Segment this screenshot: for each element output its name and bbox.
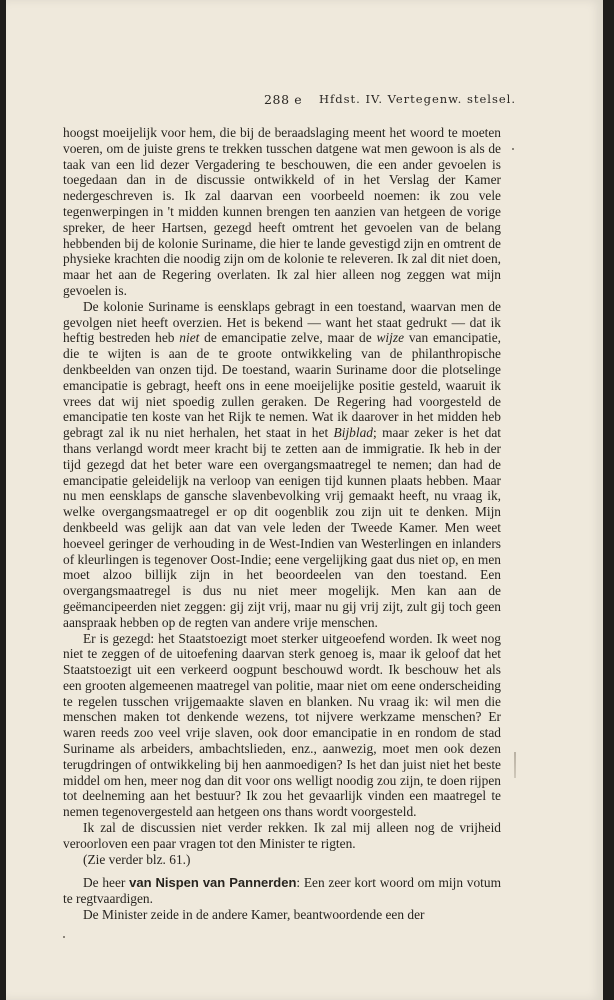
- paragraph-speaker: De heer van Nispen van Pannerden: Een zeer kort woord om mijn votum te regtvaardigen.: [63, 875, 501, 907]
- body-text: [63, 125, 501, 923]
- cross-reference: (Zie verder blz. 61.): [83, 851, 191, 867]
- paragraph-4: Ik zal de discussien niet verder rekken. Ik zal mij alleen nog de vrijheid veroorloven een paar vragen tot den Minister te rigten.: [63, 820, 501, 851]
- running-title: Hfdst. IV. Vertegenw. stelsel.: [319, 92, 517, 106]
- emphasis-bijblad: Bijblad: [333, 425, 373, 441]
- paper-speck: [63, 936, 65, 938]
- paragraph-2: De kolonie Suriname is eensklaps gebragt in een toestand, waarvan men de gevolgen niet heeft overzien. Het is bekend — want het staat gedrukt — dat ik heftig bestreden heb niet de emancipatie zelve, maar de wijze van emancipatie, die te wijten is aan de te groote ontwikkeling van de philanthropische denkbeelden van onzen tijd. De toestand, waarin Suriname door die plotselinge emancipatie is gebragt, heeft ons in eene moeijelijke positie gesteld, waaruit ik vrees dat wij niet spoedig zullen geraken. De Regering had voorgesteld de emancipatie ten koste van het Rijk te nemen. Wat ik daarover in het midden heb gebragt zal ik nu niet herhalen, het staat in het Bijblad; maar zeker is het dat thans verlangd wordt meer kracht bij te zetten aan de immigratie. Ik heb in der tijd gezegd dat het beter ware een overgangsmaatregel te nemen; dan had de emancipatie geleidelijk na verloop van eenigen tijd kunnen plaats hebben. Maar nu men eensklaps de gansche slavenbevolking vrij gemaakt heeft, nu vraag ik, welke overgangsmaatregel er op dit oogenblik zou zijn uit te denken. Mijn denkbeeld was gelijk aan dat van vele leden der Tweede Kamer. Men weet hoeveel geringer de verhouding in de West-Indien van Westerlingen en inlanders of kleurlingen is tegenover Oost-Indie; eene vergelijking gaat dus niet op, en men moet alzoo billijk zijn in het beoordeelen van den toestand. Een overgangsmaatregel is dus nu niet meer mogelijk. Men kan aan de geëmancipeerden niet zeggen: gij zijt vrij, maar nu gij vrij zijt, zult gij toch geen aanspraak hebben op de regten van andere vrije menschen.: [63, 298, 501, 630]
- speaker-name: van Nispen van Pannerden: [129, 875, 297, 891]
- paragraph-1: hoogst moeijelijk voor hem, die bij de beraadslaging meent het woord te moeten voeren, om de juiste grens te trekken tusschen datgene wat men gewoon is als de taak van een lid dezer Vergadering te beschouwen, die een ander gevoelen is toegedaan dan in de discussie ontwikkeld of in het Verslag der Kamer nedergeschreven is. Ik zal daarvan een voorbeeld noemen: ik zou vele tegenwerpingen in 't midden kunnen brengen ten aanzien van hetgeen de vorige spreker, de heer Hartsen, gezegd heeft omtrent het gevoelen van de belang hebbenden bij de kolonie Suriname, die hier te lande gevestigd zijn en omtrent de physieke krachten die noodig zijn om de kolonie te releveren. Ik zal dit niet doen, maar het aan de Regering overlaten. Ik zal hier alleen nog zeggen wat mijn gevoelen is.: [63, 125, 501, 298]
- paragraph-3: Er is gezegd: het Staatstoezigt moet sterker uitgeoefend worden. Ik weet nog niet te zeggen of de uitoefening daarvan sterk genoeg is, maar ik geloof dat het Staatstoezigt uit een verkeerd oogpunt beschouwd wordt. Ik beschouw het als een grooten algemeenen maatregel van politie, maar niet om eene onderscheiding te regelen tusschen vrijgemaakte slaven en blanken. Nu vraag ik: wil men die menschen maken tot denkende wezens, tot nijvere werkzame menschen? Er waren reeds zoo veel vrije slaven, ook door emancipatie in en rondom de stad Suriname als arbeiders, ambachtslieden, enz., aanwezig, moet men ook dezen terugdringen of ontwikkeling bij hen aanmoedigen? Is het dan juist niet het beste middel om hen, meer nog dan dit voor ons welligt noodig zou zijn, te doen rijpen tot deelneming aan het bestuur? Ik zou het gevaarlijk vinden een maatregel te nemen tegenovergesteld aan hetgeen ons thans wordt voorgesteld.: [63, 630, 501, 820]
- page-header: [6, 92, 603, 112]
- paragraph-last: De Minister zeide in de andere Kamer, beantwoordende een der: [83, 907, 425, 923]
- page-number: 288 e: [264, 92, 303, 107]
- emphasis-wijze: wijze: [376, 330, 405, 346]
- margin-mark: [514, 752, 516, 778]
- emphasis-niet: niet: [179, 330, 200, 346]
- book-page: [6, 0, 603, 1000]
- paper-speck: [512, 148, 514, 150]
